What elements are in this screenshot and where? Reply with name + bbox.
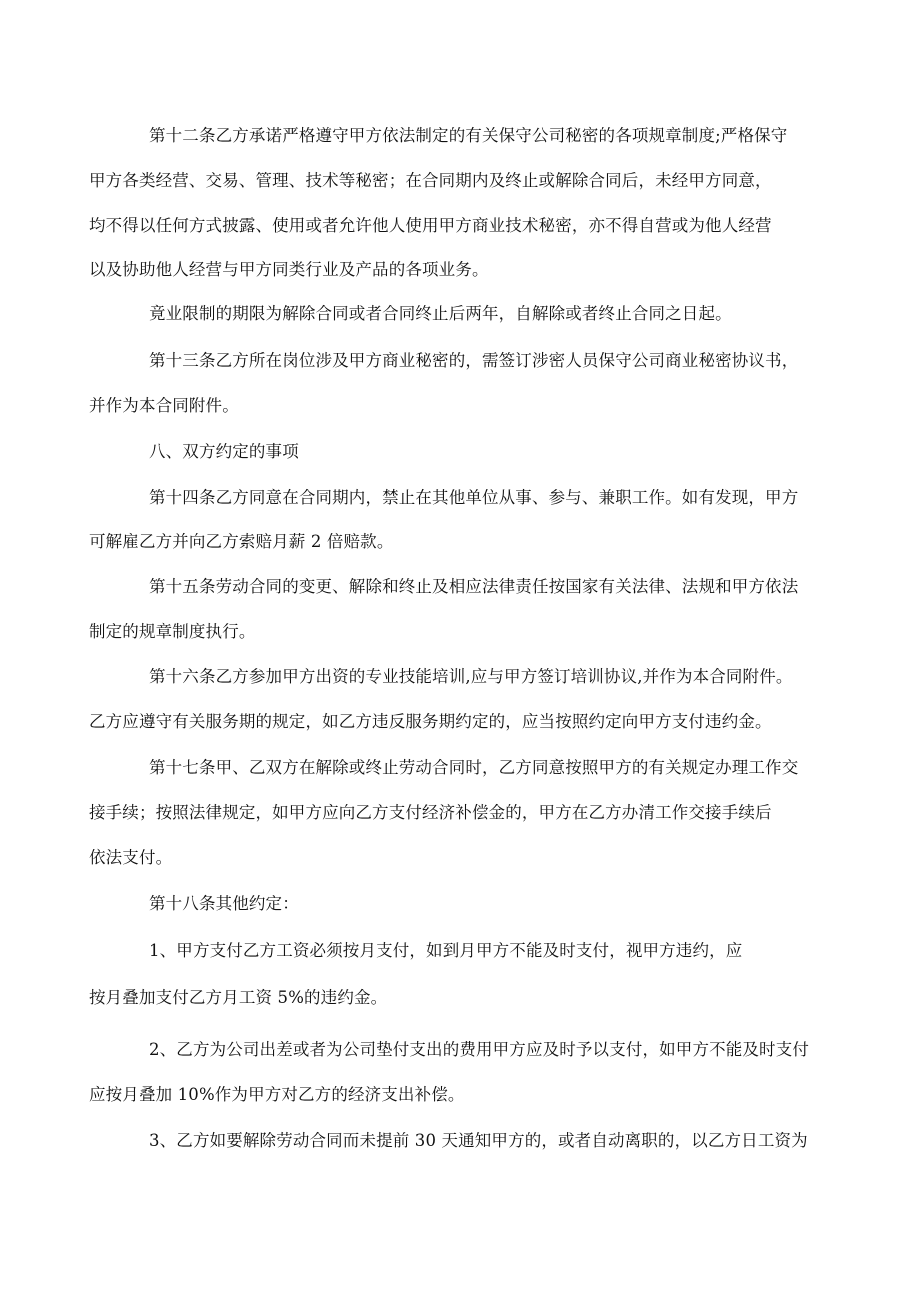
article-12-line-3: 均不得以任何方式披露、使用或者允许他人使用甲方商业技术秘密，亦不得自营或为他人经营 [89, 216, 772, 235]
article-16-line-2: 乙方应遵守有关服务期的规定，如乙方违反服务期约定的，应当按照约定向甲方支付违约金。 [89, 712, 772, 731]
article-16-line-1: 第十六条乙方参加甲方出资的专业技能培训,应与甲方签订培训协议,并作为本合同附件。 [149, 667, 793, 686]
article-13-line-1: 第十三条乙方所在岗位涉及甲方商业秘密的，需签订涉密人员保守公司商业秘密协议书， [149, 351, 799, 370]
noncompete-line-1: 竟业限制的期限为解除合同或者合同终止后两年，自解除或者终止合同之日起。 [149, 304, 732, 323]
item-1-line-2: 按月叠加支付乙方月工资 5%的违约金。 [89, 988, 388, 1007]
article-17-line-1: 第十七条甲、乙双方在解除或终止劳动合同时，乙方同意按照甲方的有关规定办理工作交 [149, 758, 799, 777]
article-15-line-1: 第十五条劳动合同的变更、解除和终止及相应法律责任按国家有关法律、法规和甲方依法 [149, 577, 799, 596]
item-2-line-2: 应按月叠加 10%作为甲方对乙方的经济支出补偿。 [89, 1085, 465, 1104]
item-3-line-1: 3、乙方如要解除劳动合同而未提前 30 天通知甲方的，或者自动离职的，以乙方日工资为 [149, 1131, 808, 1150]
article-13-line-2: 并作为本合同附件。 [89, 396, 239, 415]
section-8-heading: 八、双方约定的事项 [149, 442, 299, 461]
article-18-line-1: 第十八条其他约定： [149, 894, 299, 913]
article-12-line-1: 第十二条乙方承诺严格遵守甲方依法制定的有关保守公司秘密的各项规章制度;严格保守 [149, 126, 788, 145]
article-12-line-4: 以及协助他人经营与甲方同类行业及产品的各项业务。 [89, 260, 489, 279]
article-14-line-2: 可解雇乙方并向乙方索赔月薪 2 倍赔款。 [89, 532, 394, 551]
article-14-line-1: 第十四条乙方同意在合同期内，禁止在其他单位从事、参与、兼职工作。如有发现，甲方 [149, 488, 799, 507]
article-12-line-2: 甲方各类经营、交易、管理、技术等秘密；在合同期内及终止或解除合同后，未经甲方同意， [89, 171, 772, 190]
article-17-line-3: 依法支付。 [89, 848, 173, 867]
item-1-line-1: 1、甲方支付乙方工资必须按月支付，如到月甲方不能及时支付，视甲方违约，应 [149, 941, 743, 960]
article-15-line-2: 制定的规章制度执行。 [89, 622, 256, 641]
item-2-line-1: 2、乙方为公司出差或者为公司垫付支出的费用甲方应及时予以支付，如甲方不能及时支付 [149, 1040, 809, 1059]
article-17-line-2: 接手续；按照法律规定，如甲方应向乙方支付经济补偿金的，甲方在乙方办清工作交接手续后 [89, 803, 772, 822]
